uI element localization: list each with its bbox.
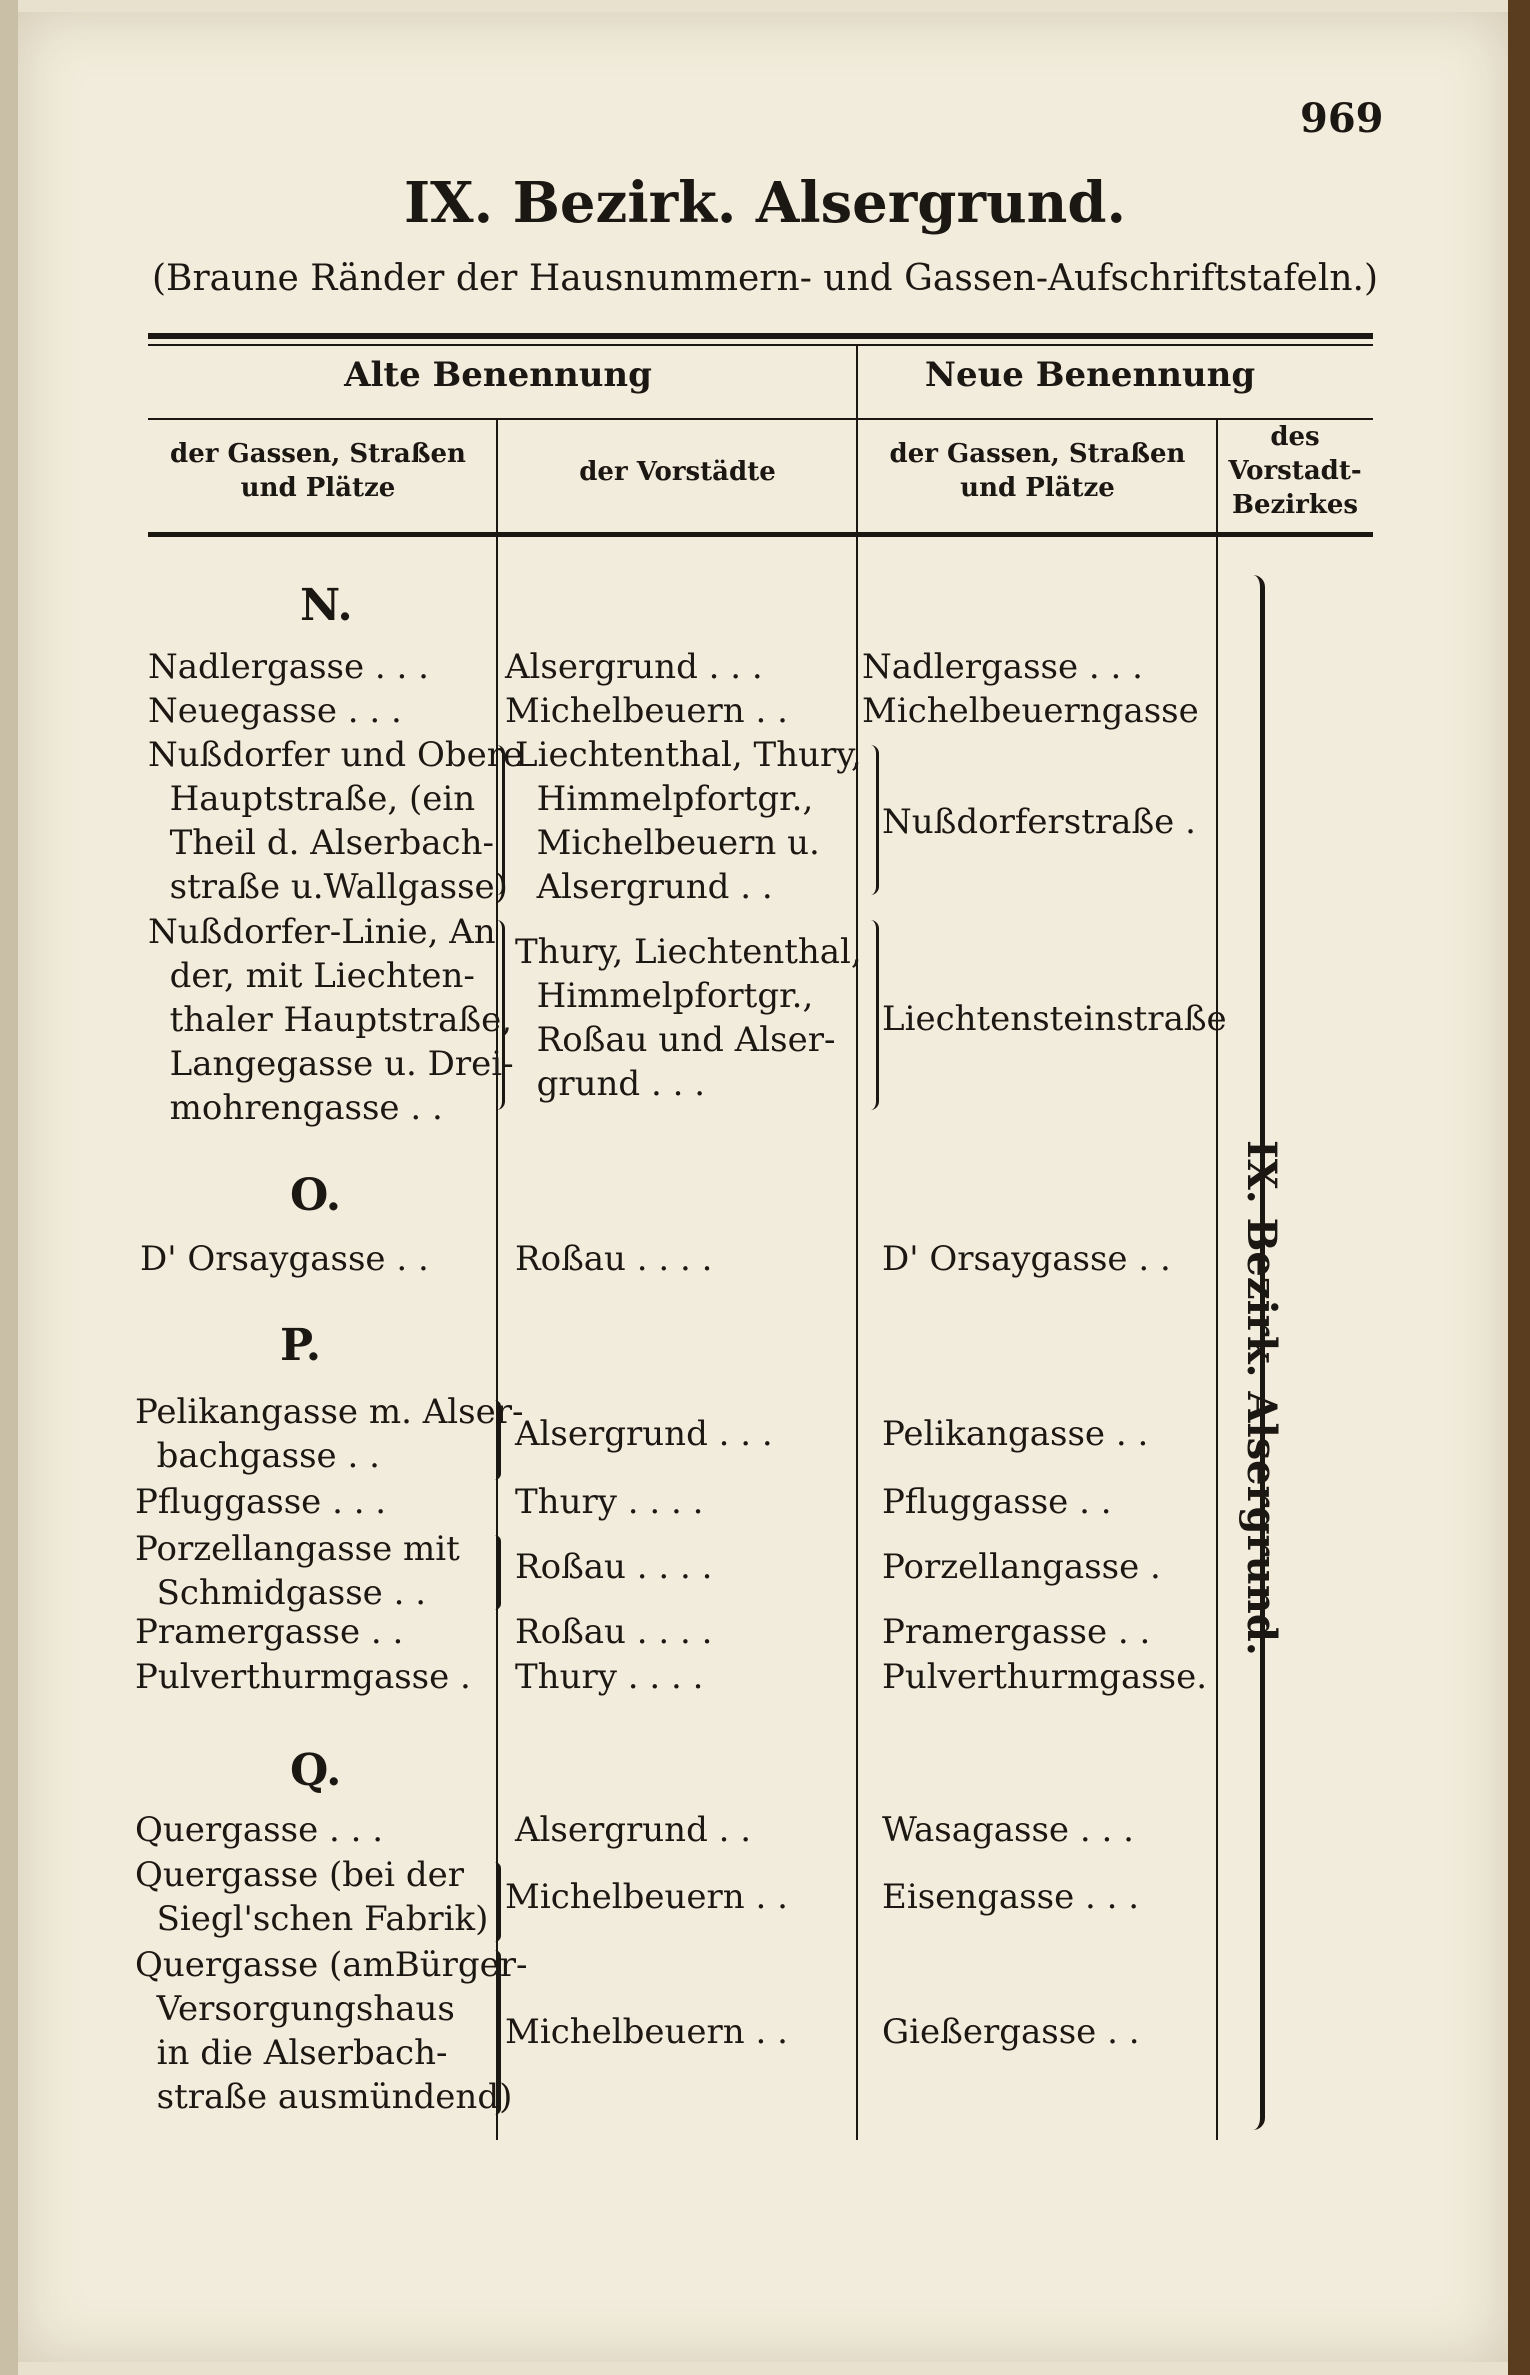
page-binding — [0, 0, 18, 2375]
row-brace — [488, 1535, 501, 1610]
table-cell-suburb: Alsergrund . . — [515, 1810, 752, 1850]
table-cell-new-street: D' Orsaygasse . . — [882, 1239, 1171, 1279]
table-cell-old-street: Nadlergasse . . . — [148, 647, 429, 687]
table-cell-new-street: Pelikangasse . . — [882, 1414, 1149, 1454]
top-rule-thin — [148, 344, 1373, 346]
book-spine — [1508, 0, 1530, 2375]
row-brace — [862, 920, 879, 1110]
section-letter-o: O. — [290, 1170, 342, 1221]
table-cell-old-street: Pulverthurmgasse . — [135, 1657, 471, 1697]
table-cell-old-street: Nußdorfer und Obere Hauptstraße, (ein Theil d. Alserbach- straße u.Wallgasse) — [148, 735, 524, 907]
table-cell-old-street: Quergasse . . . — [135, 1810, 384, 1850]
header-col2: der Vorstädte — [579, 457, 776, 487]
table-cell-suburb: Thury, Liechtenthal, Himmelpfortgr., Roßau und Alser- grund . . . — [515, 932, 862, 1104]
section-letter-p: P. — [280, 1320, 322, 1371]
table-cell-suburb: Roßau . . . . — [515, 1239, 713, 1279]
table-cell-suburb: Thury . . . . — [515, 1482, 704, 1522]
row-brace — [862, 745, 879, 895]
table-cell-suburb: Michelbeuern . . — [505, 2012, 788, 2052]
table-cell-new-street: Pulverthurmgasse. — [882, 1657, 1208, 1697]
table-cell-old-street: Quergasse (amBürger- Versorgungshaus in die Alserbach- straße ausmündend) — [135, 1945, 528, 2117]
top-rule-thick — [148, 333, 1373, 339]
table-cell-old-street: Quergasse (bei der Siegl'schen Fabrik) — [135, 1855, 489, 1939]
table-cell-new-street: Liechtensteinstraße — [882, 999, 1227, 1039]
table-cell-old-street: Pramergasse . . — [135, 1612, 404, 1652]
row-brace — [488, 1400, 501, 1480]
table-cell-new-street: Nußdorferstraße . — [882, 802, 1196, 842]
table-cell-suburb: Alsergrund . . . — [515, 1414, 773, 1454]
table-cell-new-street: Wasagasse . . . — [882, 1810, 1134, 1850]
table-cell-old-street: Nußdorfer-Linie, An der, mit Liechten- thaler Hauptstraße, Langegasse u. Drei- mohrengasse . . — [148, 912, 514, 1128]
table-cell-new-street: Gießergasse . . — [882, 2012, 1140, 2052]
header-col4: des Vorstadt- Bezirkes — [1228, 422, 1362, 520]
table-cell-suburb: Alsergrund . . . — [505, 647, 763, 687]
section-letter-q: Q. — [290, 1745, 342, 1796]
table-cell-new-street: Nadlergasse . . . — [862, 647, 1143, 687]
table-cell-suburb: Liechtenthal, Thury, Himmelpfortgr., Michelbeuern u. Alsergrund . . — [515, 735, 862, 907]
table-cell-new-street: Porzellangasse . — [882, 1547, 1161, 1587]
row-brace — [488, 920, 505, 1110]
section-letter-n: N. — [300, 580, 353, 631]
table-cell-old-street: D' Orsaygasse . . — [140, 1239, 429, 1279]
table-cell-suburb: Roßau . . . . — [515, 1547, 713, 1587]
table-cell-old-street: Pelikangasse m. Alser- bachgasse . . — [135, 1392, 524, 1476]
header-bottom-rule-thick — [148, 532, 1373, 537]
table-cell-new-street: Michelbeuerngasse — [862, 691, 1199, 731]
row-brace — [488, 745, 505, 895]
page-title: IX. Bezirk. Alsergrund. — [403, 170, 1127, 236]
page-subtitle: (Braune Ränder der Hausnummern- und Gassen-Aufschriftstafeln.) — [151, 258, 1379, 299]
table-cell-old-street: Pfluggasse . . . — [135, 1482, 387, 1522]
header-col3: der Gassen, Straßen und Plätze — [889, 439, 1186, 503]
district-vertical-label: IX. Bezirk. Alsergrund. — [1238, 1140, 1285, 1656]
table-cell-suburb: Thury . . . . — [515, 1657, 704, 1697]
table-cell-suburb: Roßau . . . . — [515, 1612, 713, 1652]
header-neue: Neue Benennung — [924, 355, 1256, 395]
table-cell-new-street: Eisengasse . . . — [882, 1877, 1140, 1917]
table-cell-new-street: Pfluggasse . . — [882, 1482, 1112, 1522]
table-cell-old-street: Neuegasse . . . — [148, 691, 402, 731]
header-alte: Alte Benennung — [344, 355, 652, 395]
table-cell-suburb: Michelbeuern . . — [505, 1877, 788, 1917]
row-brace — [488, 1950, 501, 2115]
header-col1: der Gassen, Straßen und Plätze — [170, 439, 466, 503]
table-cell-new-street: Pramergasse . . — [882, 1612, 1151, 1652]
col-divider-3 — [1216, 420, 1218, 2140]
header-mid-rule — [148, 418, 1373, 420]
table-cell-suburb: Michelbeuern . . — [505, 691, 788, 731]
page-number: 969 — [1300, 95, 1384, 142]
row-brace — [488, 1862, 501, 1942]
table-cell-old-street: Porzellangasse mit Schmidgasse . . — [135, 1529, 460, 1613]
col-divider-2 — [856, 345, 858, 2140]
